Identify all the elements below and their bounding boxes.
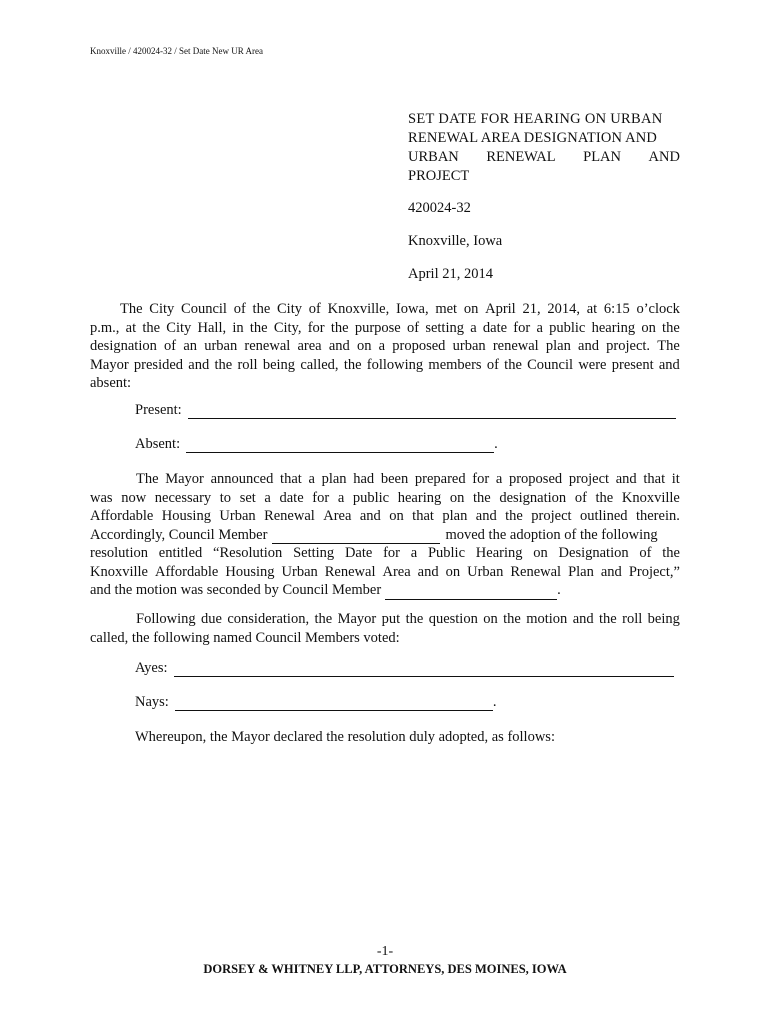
- word: Renewal: [264, 508, 315, 524]
- word: proposed: [508, 471, 563, 487]
- word: Knoxville,: [327, 301, 390, 317]
- nays-label: Nays:: [135, 694, 169, 710]
- word: Knoxville: [90, 563, 148, 580]
- word: put: [381, 611, 401, 627]
- word: purpose: [354, 319, 401, 336]
- word: renewal: [492, 338, 539, 354]
- word: renewal: [244, 338, 291, 354]
- word: plan: [545, 338, 571, 354]
- word: 6:15: [603, 301, 630, 317]
- paragraph-line: [90, 610, 680, 629]
- present-label: Present:: [135, 402, 182, 418]
- word: Following: [136, 611, 196, 627]
- word: a: [410, 545, 418, 561]
- word: urban: [204, 338, 238, 354]
- word: the: [662, 319, 680, 336]
- word: setting: [425, 319, 464, 336]
- word: on: [641, 319, 656, 336]
- word: City: [166, 319, 192, 336]
- word: Mayor: [90, 356, 129, 373]
- word: for: [307, 319, 325, 336]
- word: to: [219, 489, 232, 506]
- word: Mayor: [165, 471, 204, 487]
- paragraph-line: [90, 470, 680, 489]
- word: of: [308, 301, 321, 317]
- paragraph-line-council-member: [90, 526, 680, 545]
- word: Urban: [467, 563, 504, 580]
- title-line-1: SET DATE FOR HEARING ON URBAN: [408, 111, 663, 127]
- word: been: [380, 471, 409, 487]
- word: p.m.,: [90, 319, 120, 336]
- word: of: [639, 545, 652, 561]
- word: Iowa,: [395, 301, 429, 317]
- word: Plan: [568, 563, 594, 580]
- word: resolution: [90, 545, 148, 561]
- word: a: [308, 471, 315, 487]
- opening-paragraph: [90, 300, 680, 393]
- word: and: [359, 508, 381, 524]
- ayes-label: Ayes:: [135, 660, 168, 676]
- word: the: [503, 611, 521, 627]
- word: Housing: [225, 563, 275, 580]
- word: Housing: [161, 508, 211, 524]
- page-number: -1-: [376, 944, 394, 959]
- word: following: [366, 356, 424, 373]
- word: it: [671, 471, 680, 487]
- title-line-2: RENEWAL AREA DESIGNATION AND: [408, 130, 657, 146]
- title-word: PLAN: [583, 149, 621, 165]
- word: project: [531, 508, 572, 524]
- paragraph-line: [90, 319, 680, 338]
- word: the: [504, 356, 522, 373]
- word: urban: [452, 338, 486, 354]
- present-blank-field[interactable]: [188, 405, 676, 419]
- word: Project,”: [628, 563, 680, 580]
- word: public: [352, 489, 390, 506]
- word: the: [330, 319, 349, 336]
- word: of: [233, 301, 246, 317]
- word: Area: [382, 563, 411, 580]
- word: April: [485, 301, 516, 317]
- absent-row: [135, 436, 498, 453]
- word: Urban: [219, 508, 256, 524]
- word: Hearing: [475, 545, 523, 561]
- word: was: [90, 489, 113, 506]
- word: on: [389, 508, 404, 524]
- seconder-period: .: [557, 582, 561, 598]
- word: the: [252, 301, 271, 317]
- word: 2014,: [547, 301, 580, 317]
- word: the: [505, 508, 523, 524]
- word: an: [183, 338, 198, 354]
- word: entitled: [158, 545, 203, 561]
- closing-statement: Whereupon, the Mayor declared the resolution duly adopted, as follows:: [135, 729, 555, 745]
- word: City,: [273, 319, 302, 336]
- word: on: [356, 338, 372, 354]
- word: the: [472, 489, 491, 506]
- word: present: [611, 356, 654, 373]
- word: Setting: [293, 545, 335, 561]
- word: the: [249, 319, 268, 336]
- word: for: [312, 489, 330, 506]
- nays-row: [135, 694, 496, 711]
- word: Council: [527, 356, 574, 373]
- word: called,: [300, 356, 339, 373]
- word: members: [428, 356, 482, 373]
- word: City: [277, 301, 302, 317]
- word: area: [297, 338, 322, 354]
- word: the: [595, 489, 614, 506]
- word: and: [188, 356, 210, 373]
- word: the: [314, 611, 333, 627]
- word: Affordable: [155, 563, 219, 580]
- word: Area: [323, 508, 352, 524]
- word: the: [405, 611, 424, 627]
- word: of: [164, 338, 177, 354]
- word: Urban: [281, 563, 318, 580]
- word: on: [445, 563, 461, 580]
- word: the: [662, 545, 680, 561]
- word: Renewal: [510, 563, 562, 580]
- document-title: [408, 110, 680, 186]
- adoption-text: moved the adoption of the following: [445, 526, 658, 543]
- word: on: [449, 489, 465, 506]
- word: in: [232, 319, 244, 336]
- word: Hall,: [197, 319, 227, 336]
- word: therein.: [635, 508, 680, 524]
- absent-blank-field[interactable]: [186, 439, 494, 453]
- word: of: [486, 356, 499, 373]
- word: project: [568, 471, 610, 487]
- word: being: [647, 611, 680, 627]
- word: Public: [427, 545, 466, 561]
- title-word: URBAN: [408, 149, 459, 165]
- word: roll: [622, 611, 643, 627]
- word: Date: [344, 545, 373, 561]
- word: designation: [499, 489, 567, 506]
- word: that: [412, 508, 434, 524]
- word: project.: [606, 338, 651, 354]
- word: roll: [237, 356, 258, 373]
- word: and: [572, 611, 594, 627]
- word: announced: [210, 471, 274, 487]
- word: of: [406, 319, 420, 336]
- paragraph-line: [90, 356, 680, 375]
- word: proposed: [392, 338, 446, 354]
- title-word: AND: [648, 149, 680, 165]
- paragraph-line: [90, 489, 680, 508]
- word: designation: [90, 338, 157, 354]
- word: hearing: [397, 489, 442, 506]
- seconded-text: and the motion was seconded by Council Member: [90, 582, 382, 598]
- word: the: [142, 319, 161, 336]
- word: a: [495, 471, 503, 487]
- word: a: [264, 489, 271, 506]
- word: for: [383, 545, 400, 561]
- paragraph-line: [90, 563, 680, 582]
- word: presided: [133, 356, 184, 373]
- word: for: [472, 471, 490, 487]
- word: City: [149, 301, 175, 317]
- word: now: [121, 489, 147, 506]
- word: question: [428, 611, 478, 627]
- seconder-blank-field[interactable]: [385, 586, 557, 600]
- word: The: [136, 471, 159, 487]
- word: that: [643, 471, 666, 487]
- word: that: [280, 471, 302, 487]
- word: a: [536, 319, 543, 336]
- word: set: [239, 489, 256, 506]
- ayes-blank-field[interactable]: [174, 663, 674, 677]
- word: of: [574, 489, 587, 506]
- absent-label: Absent:: [135, 436, 181, 452]
- word: met: [435, 301, 458, 317]
- paragraph-line-seconder: [90, 581, 680, 600]
- document-number: 420024-32: [408, 200, 471, 216]
- word: plan: [321, 471, 347, 487]
- word: the: [214, 356, 233, 373]
- word: Knoxville: [621, 489, 680, 506]
- title-line-4: PROJECT: [408, 168, 470, 184]
- word: at: [586, 301, 598, 317]
- document-date: April 21, 2014: [408, 266, 493, 282]
- word: necessary: [154, 489, 212, 506]
- word: on: [483, 611, 498, 627]
- paragraph-line: [90, 544, 680, 563]
- word: a: [337, 489, 345, 506]
- paragraph-line: absent:: [90, 375, 132, 391]
- word: motion: [526, 611, 568, 627]
- word: and: [475, 508, 497, 524]
- paragraph-line: [90, 337, 680, 356]
- word: being: [262, 356, 296, 373]
- document-reference-header: Knoxville / 420024-32 / Set Date New UR Area: [90, 46, 263, 56]
- word: The: [657, 338, 680, 354]
- title-word: RENEWAL: [486, 149, 556, 165]
- present-row: [135, 402, 676, 419]
- word: and: [615, 471, 637, 487]
- law-firm-footer: DORSEY & WHITNEY LLP, ATTORNEYS, DES MOINES, IOWA: [203, 962, 567, 976]
- word: “Resolution: [213, 545, 283, 561]
- word: date: [279, 489, 304, 506]
- word: Council: [181, 301, 227, 317]
- word: and: [600, 563, 622, 580]
- word: a: [378, 338, 386, 354]
- paragraph-line: [90, 300, 680, 319]
- word: Renewal: [324, 563, 376, 580]
- paragraph-line: [90, 507, 680, 526]
- word: were: [578, 356, 607, 373]
- word: due: [201, 611, 222, 627]
- word: date: [482, 319, 508, 336]
- word: on: [463, 301, 479, 317]
- paragraph-line: called, the following named Council Members voted:: [90, 629, 400, 646]
- nays-blank-field[interactable]: [175, 697, 493, 711]
- word: Affordable: [90, 508, 154, 524]
- word: hearing: [591, 319, 636, 336]
- word: at: [125, 319, 137, 336]
- word: on: [533, 545, 548, 561]
- word: and: [328, 338, 350, 354]
- word: had: [353, 471, 375, 487]
- word: plan: [442, 508, 468, 524]
- nays-period: .: [492, 694, 497, 710]
- word: The: [120, 301, 143, 317]
- consideration-paragraph: [90, 610, 680, 647]
- absent-period: .: [494, 436, 498, 452]
- ayes-row: [135, 660, 674, 677]
- mover-blank-field[interactable]: [272, 530, 440, 544]
- document-place: Knoxville, Iowa: [408, 233, 503, 249]
- word: for: [513, 319, 531, 336]
- word: prepared: [414, 471, 466, 487]
- word: 21,: [522, 301, 541, 317]
- announcement-paragraph: [90, 470, 680, 600]
- title-line-3: [408, 148, 680, 167]
- word: public: [549, 319, 586, 336]
- word: outlined: [580, 508, 628, 524]
- word: Mayor: [337, 611, 377, 627]
- word: consideration,: [227, 611, 310, 627]
- word: the: [599, 611, 617, 627]
- word: and: [417, 563, 439, 580]
- word: Designation: [558, 545, 629, 561]
- council-member-text: Accordingly, Council Member: [90, 526, 268, 543]
- word: and: [658, 356, 680, 373]
- word: and: [578, 338, 599, 354]
- word: the: [343, 356, 362, 373]
- word: a: [470, 319, 477, 336]
- word: o’clock: [636, 301, 680, 317]
